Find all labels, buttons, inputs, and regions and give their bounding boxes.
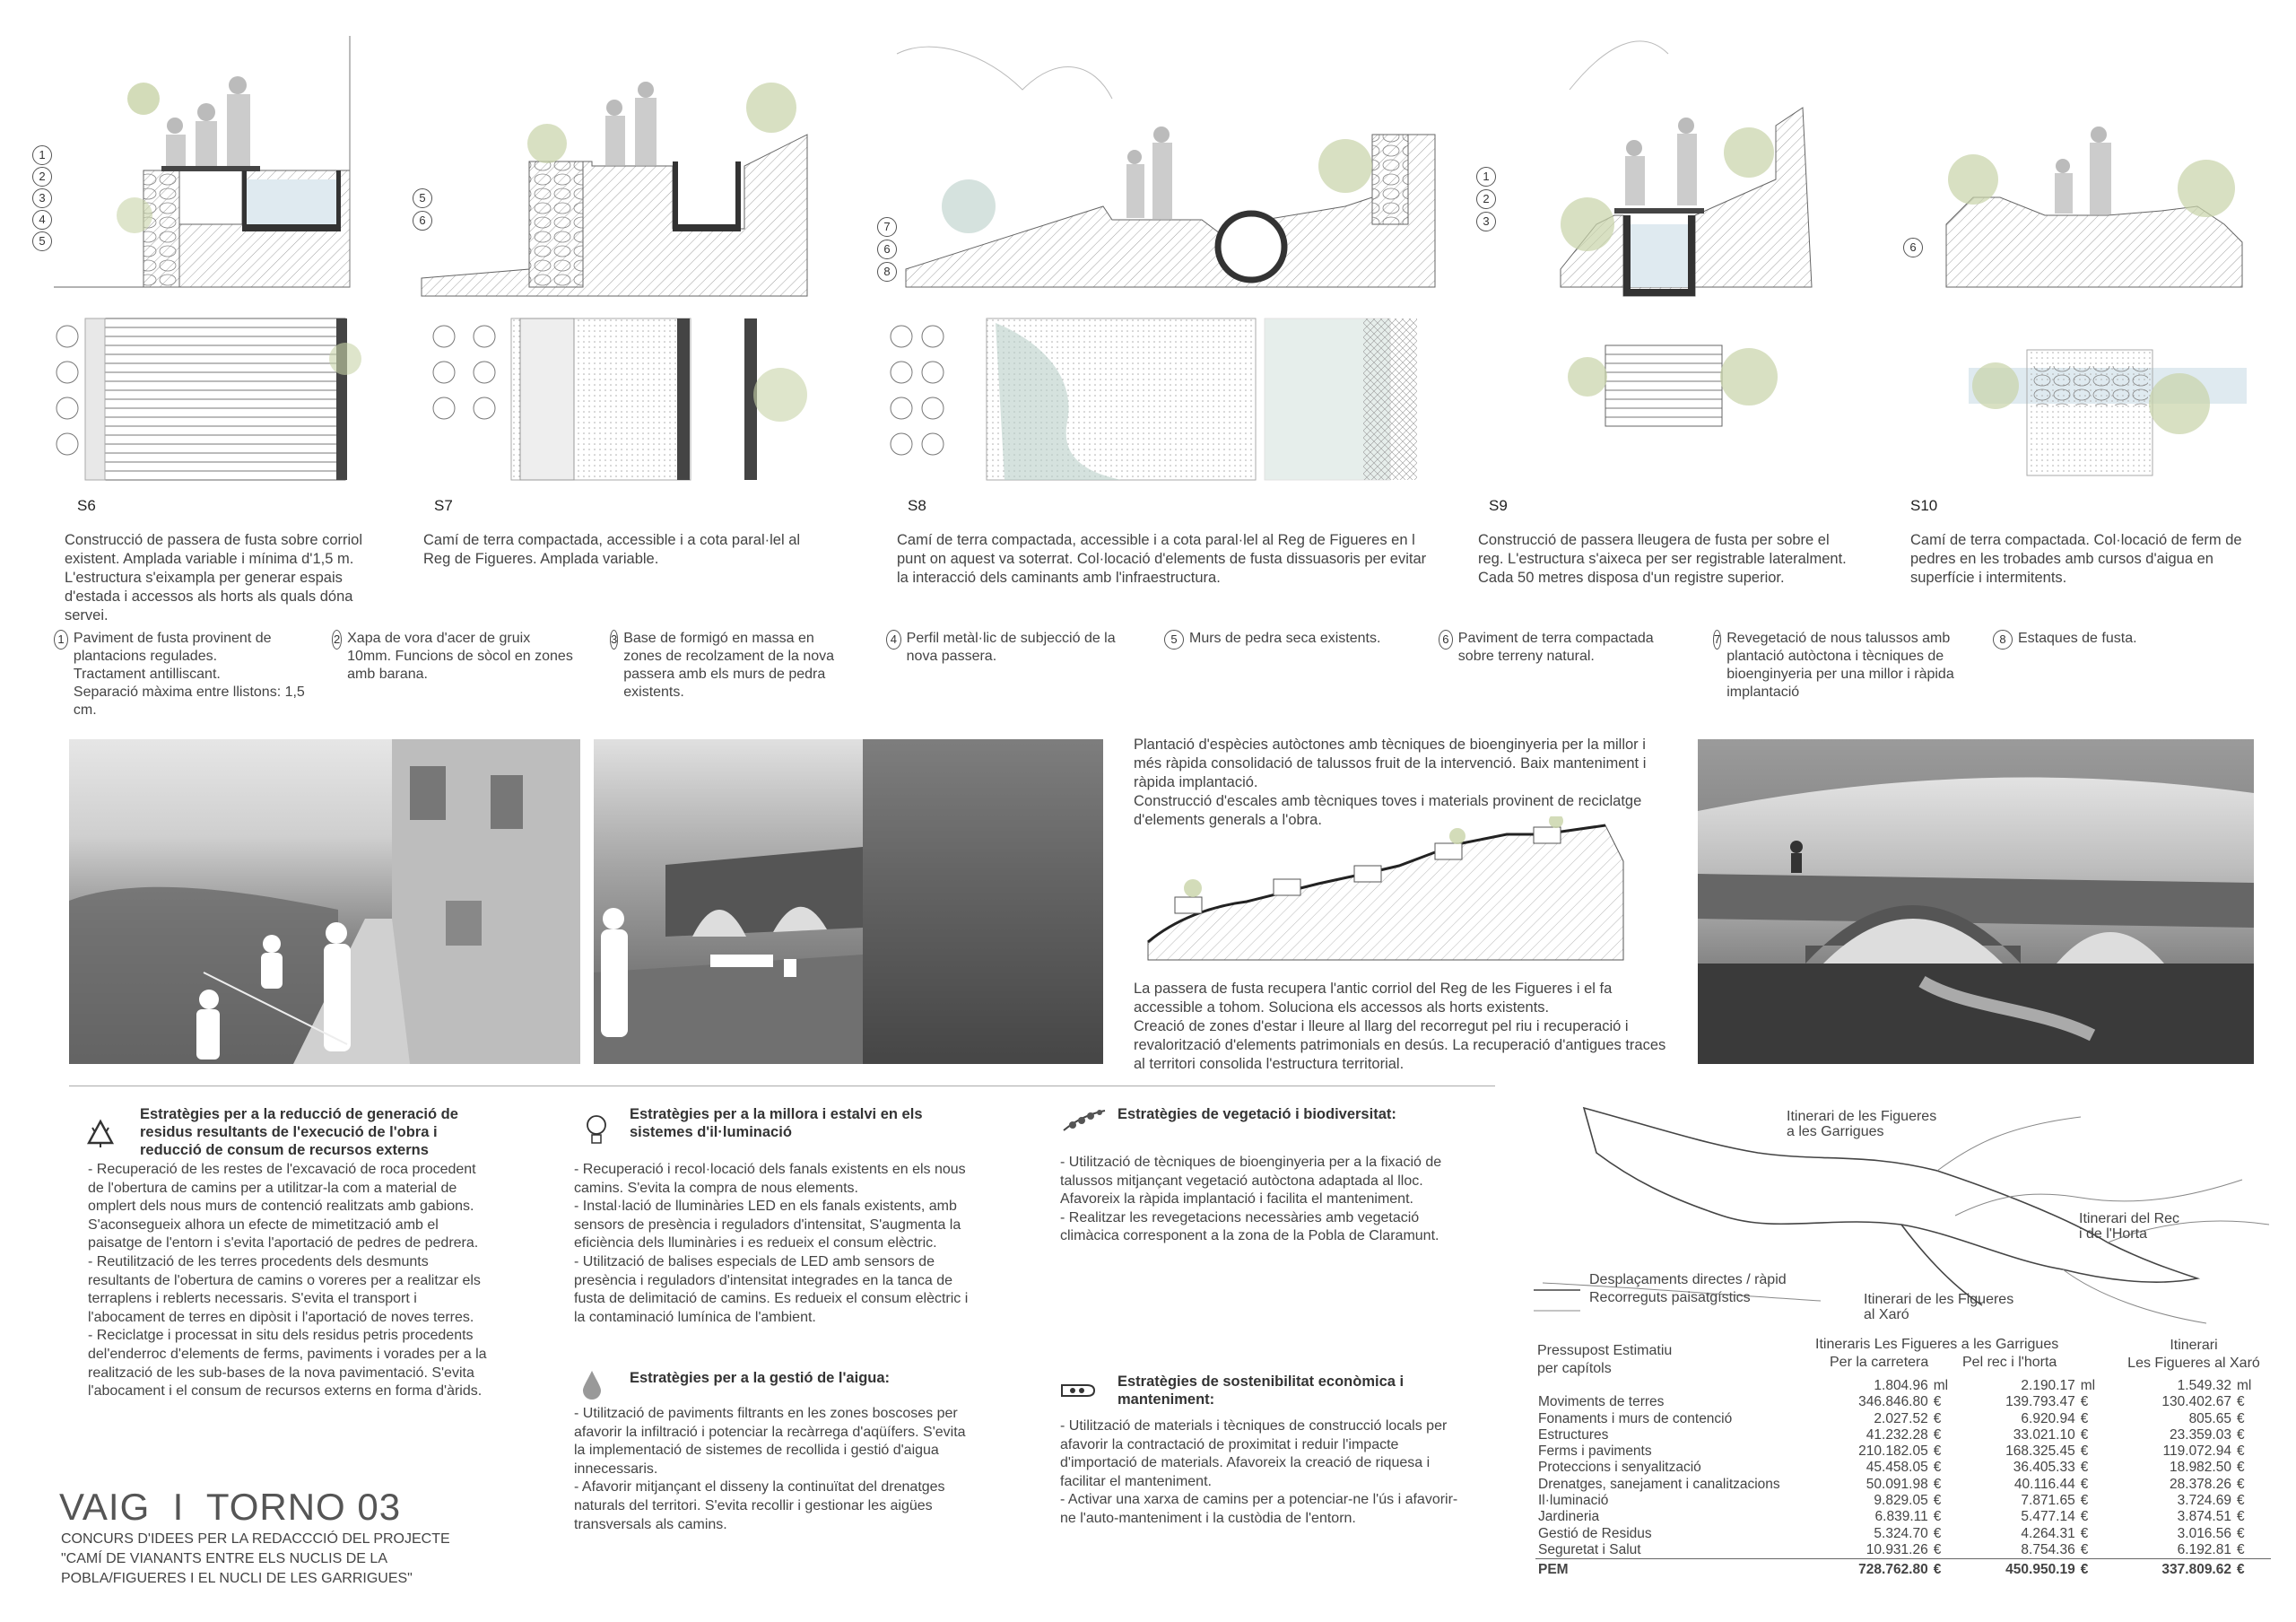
legend-item: [610, 630, 852, 702]
budget-currency: €: [2080, 1525, 2089, 1541]
budget-unit: ml: [1933, 1378, 1949, 1393]
budget-currency: €: [1933, 1493, 1942, 1509]
budget-col1: Per la carretera: [1830, 1355, 1929, 1370]
budget-currency: €: [1933, 1426, 1942, 1443]
budget-row: [1535, 1509, 2271, 1525]
strategy-aigua: [574, 1369, 969, 1534]
map-label-horta: Itinerari del Rec i de l'Horta: [2079, 1211, 2180, 1242]
budget-length-v1: 1.804.96: [1874, 1378, 1928, 1393]
talus-stairs-drawing: [1139, 816, 1641, 969]
legend-number: 3: [610, 630, 618, 650]
legend-number: 6: [1439, 630, 1453, 650]
budget-total-v1: 728.762.80: [1822, 1559, 1931, 1579]
strategy-body: - Utilització de tècniques de bioenginyeria per a la fixació de talussos mitjançant vegetació autòctona adaptada al lloc. Afavoreix la ràpida implantació i facilita el manteniment. - Realitzar les revegetacions necessàries amb vegetació climàcica corresponent a la zona de la Pobla de Claramunt.: [1060, 1155, 1442, 1244]
budget-value: 18.982.50: [2170, 1460, 2231, 1476]
budget-value: 23.359.03: [2170, 1426, 2231, 1443]
budget-value: 3.724.69: [2177, 1493, 2231, 1509]
budget-currency: €: [2080, 1509, 2089, 1525]
budget-row-label: Seguretat i Salut: [1538, 1541, 1641, 1557]
callout-marker: 5: [413, 188, 438, 208]
strategy-vegetacio: [1060, 1105, 1455, 1246]
budget-currency: €: [2080, 1460, 2089, 1476]
budget-value: 119.072.94: [2162, 1443, 2231, 1460]
budget-row-label: Gestió de Residus: [1538, 1525, 1652, 1541]
legend-text: Base de formigó en massa en zones de recolzament de la nova passera amb els murs de pedra existents.: [623, 631, 835, 700]
budget-currency: €: [1933, 1410, 1942, 1426]
legend-number: 5: [1164, 630, 1184, 650]
budget-currency: €: [2080, 1426, 2089, 1443]
budget-value: 4.264.31: [2021, 1525, 2075, 1541]
budget-value: 33.021.10: [2013, 1426, 2075, 1443]
strategy-title: Estratègies per a la millora i estalvi en els sistemes d'il·luminació: [630, 1106, 923, 1140]
budget-value: 10.931.26: [1866, 1541, 1928, 1557]
budget-currency: €: [2080, 1443, 2089, 1460]
section-code-s7: S7: [434, 497, 453, 514]
budget-row: [1535, 1443, 2271, 1460]
budget-row: [1535, 1460, 2271, 1476]
budget-currency: €: [2080, 1541, 2089, 1557]
photo-path-with-silhouettes: [69, 739, 580, 1064]
budget-row-label: Drenatges, sanejament i canalitzacions: [1538, 1476, 1780, 1492]
project-subtitle-1: CONCURS D'IDEES PER LA REDACCCIÓ DEL PROJECTE: [61, 1531, 450, 1547]
recycle-icon: [84, 1118, 117, 1150]
budget-title: Pressupost Estimatiu per capítols: [1537, 1343, 1673, 1376]
budget-length-v3: 1.549.32: [2177, 1378, 2231, 1393]
section-s8-plan: [891, 318, 1417, 480]
budget-row: [1535, 1526, 2271, 1542]
budget-value: 8.754.36: [2021, 1541, 2075, 1557]
callout-marker: 2: [32, 167, 57, 187]
budget-value: 6.920.94: [2021, 1410, 2075, 1426]
budget-row-label: Moviments de terres: [1538, 1394, 1665, 1410]
section-code-s9: S9: [1489, 497, 1508, 514]
budget-row-label: Proteccions i senyalització: [1538, 1460, 1701, 1476]
budget-currency: €: [2236, 1476, 2245, 1492]
budget-currency: €: [1931, 1559, 1968, 1579]
photo-bridge: [1698, 739, 2254, 1064]
section-desc-s10: Camí de terra compactada. Col·locació de ferm de pedres en les trobades amb cursos d'aigua en superfície i intermitents.: [1910, 532, 2242, 586]
budget-row-label: Fonaments i murs de contenció: [1538, 1410, 1733, 1426]
budget-currency: €: [2236, 1410, 2245, 1426]
budget-currency: €: [1933, 1443, 1942, 1460]
budget-value: 139.793.47: [2005, 1394, 2075, 1410]
budget-currency: €: [2078, 1559, 2115, 1579]
budget-value: 45.458.05: [1866, 1460, 1928, 1476]
budget-length-row: [1535, 1378, 2271, 1394]
budget-value: 3.874.51: [2177, 1509, 2231, 1525]
budget-currency: €: [2236, 1394, 2245, 1410]
budget-currency: €: [1933, 1541, 1942, 1557]
budget-value: 346.846.80: [1858, 1394, 1928, 1410]
budget-currency: €: [2236, 1460, 2245, 1476]
budget-value: 168.325.45: [2005, 1443, 2075, 1460]
section-s10-plan: [1969, 350, 2247, 475]
legend-number: 7: [1713, 630, 1721, 650]
strategy-title: Estratègies de vegetació i biodiversitat:: [1118, 1106, 1396, 1122]
budget-col-group: Itineraris Les Figueres a les Garrigues: [1815, 1337, 2059, 1352]
section-desc-s7: Camí de terra compactada, accessible i a cota paral·lel al Reg de Figueres. Amplada variable.: [423, 532, 801, 567]
legend-text: Estaques de fusta.: [2018, 631, 2137, 646]
budget-currency: €: [1933, 1394, 1942, 1410]
budget-value: 3.016.56: [2177, 1525, 2231, 1541]
budget-currency: €: [2236, 1493, 2245, 1509]
legend-number: 8: [1993, 630, 2013, 650]
section-code-s6: S6: [77, 497, 96, 514]
budget-row: [1535, 1411, 2271, 1427]
light-bulb-icon: [583, 1112, 610, 1148]
photo-scene: [594, 739, 1103, 1064]
budget-value: 805.65: [2188, 1410, 2231, 1426]
callout-marker: 6: [877, 240, 902, 259]
legend-text: Xapa de vora d'acer de gruix 10mm. Funcions de sòcol en zones amb barana.: [347, 631, 573, 682]
budget-value: 6.192.81: [2177, 1541, 2231, 1557]
budget-currency: €: [2080, 1493, 2089, 1509]
strategy-title: Estratègies de sostenibilitat econòmica i manteniment:: [1118, 1373, 1405, 1408]
map-label-garrigues: Itinerari de les Figueres a les Garrigues: [1787, 1109, 1937, 1139]
budget-row: [1535, 1542, 2271, 1559]
budget-value: 7.871.65: [2021, 1493, 2075, 1509]
legend-item: [1993, 630, 2244, 650]
budget-value: 50.091.98: [1866, 1476, 1928, 1492]
callout-marker: 4: [32, 210, 57, 230]
photo-aqueduct-forest: [594, 739, 1103, 1064]
map-label-xaro: Itinerari de les Figueres al Xaró: [1864, 1292, 2014, 1322]
budget-unit: ml: [2080, 1378, 2096, 1393]
callout-marker: 6: [1903, 238, 1928, 257]
budget-value: 5.477.14: [2021, 1509, 2075, 1525]
budget-unit: ml: [2236, 1378, 2252, 1393]
callout-marker: 7: [877, 217, 902, 237]
strategy-iluminacio: [574, 1105, 969, 1327]
budget-currency: €: [2236, 1509, 2245, 1525]
section-desc-s6: Construcció de passera de fusta sobre corriol existent. Amplada variable i mínima d'1,5 m. L'estructura s'eixampla per generar espais d'estada i accessos als horts als quals dóna servei.: [65, 532, 362, 624]
budget-row-label: Il·luminació: [1538, 1493, 1609, 1509]
callout-marker: 8: [877, 262, 902, 282]
budget-total-v3: 337.809.62: [2115, 1559, 2234, 1579]
budget-value: 9.829.05: [1874, 1493, 1928, 1509]
budget-label-empty: [1535, 1378, 1822, 1394]
callout-marker: 1: [1476, 167, 1501, 187]
budget-value: 2.027.52: [1874, 1410, 1928, 1426]
budget-currency: €: [2236, 1525, 2245, 1541]
section-s9-drawing: [1561, 41, 1812, 296]
budget-currency: €: [2234, 1559, 2271, 1579]
budget-currency: €: [1933, 1476, 1942, 1492]
budget-currency: €: [2080, 1410, 2089, 1426]
budget-currency: €: [2080, 1394, 2089, 1410]
budget-col3: Itinerari Les Figueres al Xaró: [2127, 1338, 2260, 1371]
legend-number: 4: [886, 630, 901, 650]
budget-currency: €: [2236, 1426, 2245, 1443]
legend-item: [1713, 630, 1964, 702]
legend-number: 2: [332, 630, 342, 650]
legend-text: Paviment de fusta provinent de plantacions regulades. Tractament antilliscant. Separació màxima entre llistons: 1,5 cm.: [73, 631, 305, 718]
photo-scene: [69, 739, 580, 1064]
legend-item: [332, 630, 574, 684]
section-code-s8: S8: [908, 497, 926, 514]
bioengineering-text: Plantació d'espècies autòctones amb tècniques de bioenginyeria per la millor i més ràpida consolidació de talussos fruit de la intervenció. Baix manteniment i ràpida implantació. Construcció d'escales amb tècniques toves i materials provinent de reciclatge d'elements generals a l'obra.: [1134, 737, 1647, 828]
budget-value: 5.324.70: [1874, 1525, 1928, 1541]
project-subtitle-3: POBLA/FIGUERES I EL NUCLI DE LES GARRIGUES": [61, 1571, 413, 1586]
budget-total-row: [1535, 1559, 2271, 1579]
legend-text: Revegetació de nous talussos amb plantació autòctona i tècniques de bioenginyeria per una millor i ràpida implantació: [1726, 631, 1954, 700]
section-desc-s9: Construcció de passera lleugera de fusta per sobre el reg. L'estructura s'aixeca per ser registrable lateralment. Cada 50 metres disposa d'un registre superior.: [1478, 532, 1847, 586]
strategy-sostenibilitat: [1060, 1373, 1473, 1529]
budget-currency: €: [1933, 1460, 1942, 1476]
photo-scene: [1698, 739, 2254, 1064]
budget-value: 130.402.67: [2161, 1394, 2231, 1410]
section-s6-drawing: [54, 36, 350, 287]
section-code-s10: S10: [1910, 497, 1938, 514]
callout-marker: 2: [1476, 189, 1501, 209]
budget-value: 210.182.05: [1858, 1443, 1928, 1460]
hand-coins-icon: [1060, 1376, 1100, 1403]
budget-row-label: Ferms i paviments: [1538, 1443, 1652, 1460]
budget-row-label: Jardineria: [1538, 1509, 1600, 1525]
section-s7-plan: [433, 318, 807, 480]
section-s10-drawing: [1946, 126, 2242, 287]
strategy-residus: [72, 1105, 493, 1401]
budget-value: 36.405.33: [2013, 1460, 2075, 1476]
legend-item: [886, 630, 1128, 666]
callout-marker: 3: [32, 188, 57, 208]
callout-marker: 6: [413, 211, 438, 231]
budget-value: 28.378.26: [2170, 1476, 2231, 1492]
budget-value: 40.116.44: [2013, 1476, 2075, 1492]
section-s7-drawing: [422, 82, 807, 296]
budget-currency: €: [2080, 1476, 2089, 1492]
callout-marker: 3: [1476, 212, 1501, 231]
budget-row: [1535, 1493, 2271, 1509]
budget-row: [1535, 1427, 2271, 1443]
callout-marker: 1: [32, 145, 57, 165]
legend-number: 1: [54, 630, 68, 650]
legend-text: Perfil metàl·lic de subjecció de la nova passera.: [906, 631, 1116, 664]
section-desc-s8: Camí de terra compactada, accessible i a cota paral·lel al Reg de Figueres en l punt on aquest va soterrat. Col·locació d'elements de fusta dissuasoris per evitar la interacció dels caminants amb l'infraestructura.: [897, 532, 1427, 586]
map-legend-landscape: Recorreguts paisatgístics: [1589, 1290, 1751, 1305]
passera-text: La passera de fusta recupera l'antic corriol del Reg de les Figueres i el fa accessible a tohom. Soluciona els accessos als horts existents. Creació de zones d'estar i lleure al llarg del recorregut pel riu i recuperació i revalorització d'elements patrimonials en desús. La recuperació d'antigues traces al territori consolida l'estructura territorial.: [1134, 981, 1666, 1072]
strategy-body: - Recuperació de les restes de l'excavació de roca procedent de l'obertura de camins per a utilitzar-la com a material de omplert dels nous murs de contenció realitzats amb gabions. S'aconsegueix alhora un efecte de mimetització amb el paisatge de l'entorn i s'evita l'aportació de pedres de pedrera. - Reutilització de les terres procedents dels desmunts resultants de l'obertura de camins o voreres per a realitzar els terraplens i reblerts necessaris. S'evita el transport i l'abocament de terres en dipòsit i l'aportació de noves terres. - Reciclatge i processat in situ dels residus petris procedents del'enderroc d'elements de ferms, paviments i vorades per a la realització de les sub-bases de la nova pavimentació. S'evita l'abocament i el consum de recursos externs en forma d'àrids.: [88, 1162, 487, 1400]
legend-item: [54, 630, 314, 719]
budget-value: 6.839.11: [1874, 1509, 1928, 1525]
budget-col2: Pel rec i l'horta: [1962, 1355, 2057, 1370]
section-s9-plan: [1568, 345, 1778, 426]
budget-value: 41.232.28: [1866, 1426, 1928, 1443]
sections-drawings: [0, 0, 2296, 502]
map-legend-direct: Desplaçaments directes / ràpid: [1589, 1272, 1787, 1287]
budget-currency: €: [1933, 1525, 1942, 1541]
vegetation-icon: [1060, 1105, 1109, 1136]
strategy-body: - Utilització de paviments filtrants en les zones boscoses per afavorir la infiltració i potenciar la recàrrega d'aqüífers. S'evita la implementació de sistemes de recollida i gestió d'aigua innecessaris. - Afavorir mitjançant el disseny la continuïtat del drenatges naturals del territori. S'evita recollir i gestionar les aigües transversals als camins.: [574, 1406, 966, 1532]
budget-length-v2: 2.190.17: [2021, 1378, 2075, 1393]
strategy-title: Estratègies per a la gestió de l'aigua:: [630, 1370, 891, 1386]
callout-marker: 5: [32, 231, 57, 251]
budget-currency: €: [1933, 1509, 1942, 1525]
section-s6-plan: [57, 318, 361, 480]
strategy-body: - Utilització de materials i tècniques de construcció locals per afavorir la contractació de proximitat i reduir l'impacte d'importació de materials. Afavoreix la creació de riquesa i facilitar el manteniment. - Activar una xarxa de camins per a potenciar-ne l'ús i afavorir-ne l'auto-manteniment i la custòdia de l'entorn.: [1060, 1418, 1458, 1526]
legend-text: Murs de pedra seca existents.: [1189, 631, 1381, 646]
project-subtitle-2: "CAMÍ DE VIANANTS ENTRE ELS NUCLIS DE LA: [61, 1551, 387, 1566]
legend-item: [1164, 630, 1424, 650]
strategy-body: - Recuperació i recol·locació dels fanals existents en els nous camins. S'evita la compra de nous elements. - Instal·lació de lluminàries LED en els fanals existents, amb sensors de presència i reguladors d'intensitat, S'augmenta la eficiència dels lluminàries i es redueix el consum elèctric. - Utilització de balises especials de LED amb sensors de presència i reguladors d'intensitat integrades en la tanca de fusta de delimitació de camins. Es redueix el consum elèctric i la contaminació lumínica de l'ambient.: [574, 1162, 969, 1325]
budget-total-label: PEM: [1535, 1559, 1822, 1579]
legend-text: Paviment de terra compactada sobre terreny natural.: [1457, 631, 1654, 664]
budget-row: [1535, 1477, 2271, 1493]
strategy-title: Estratègies per a la reducció de generació de residus resultants de l'execució de l'obra i reducció de consum de recursos externs: [140, 1106, 458, 1158]
budget-total-v2: 450.950.19: [1968, 1559, 2078, 1579]
budget-table: [1535, 1378, 2271, 1579]
water-drop-icon: [581, 1369, 603, 1400]
budget-currency: €: [2236, 1541, 2245, 1557]
budget-currency: €: [2236, 1443, 2245, 1460]
section-s8-drawing: [897, 47, 1435, 287]
legend-item: [1439, 630, 1690, 666]
project-title: VAIG I TORNO 03: [59, 1486, 402, 1528]
budget-row-label: Estructures: [1538, 1426, 1609, 1443]
budget-row: [1535, 1394, 2271, 1410]
